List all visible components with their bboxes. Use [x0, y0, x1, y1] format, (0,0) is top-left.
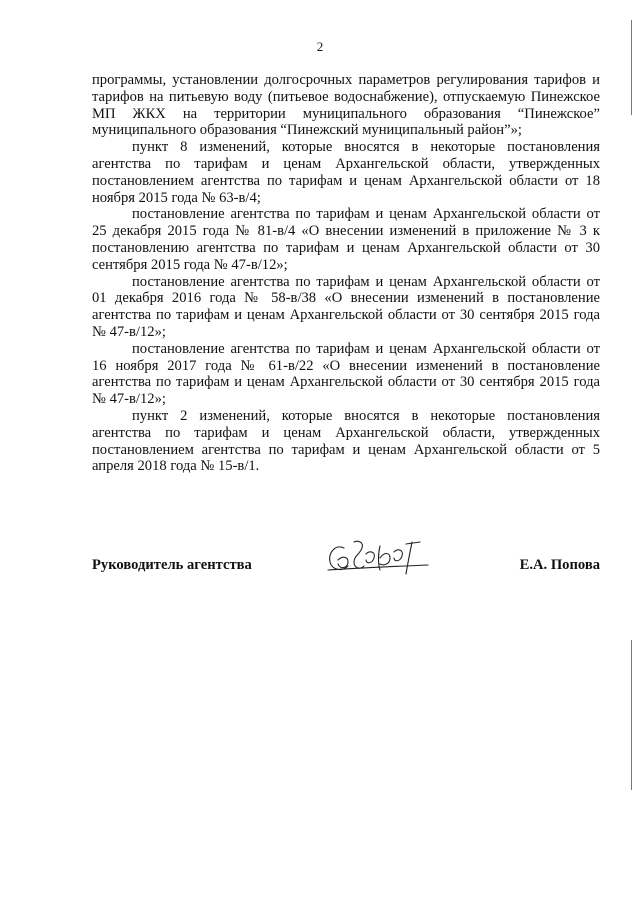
handwritten-signature [324, 534, 434, 580]
signatory-name: Е.А. Попова [519, 557, 600, 573]
paragraph-item: постановление агентства по тарифам и ценам Архангельской области от 16 ноября 2017 года № 61-в/22 «О внесении изменений в постановление агентства по тарифам и ценам Архангельской области от 30 сентября 2015 года № 47-в/12»; [92, 340, 600, 408]
paragraph-item: пункт 8 изменений, которые вносятся в некоторые постановления агентства по тарифам и ценам Архангельской области, утвержденных постановлением агентства по тарифам и ценам Архангельской области от 18 ноября 2015 года № 63-в/4; [92, 139, 600, 206]
paragraph-continuation: программы, установлении долгосрочных параметров регулирования тарифов и тарифов на питьевую воду (питьевое водоснабжение), отпускаемую Пинежское МП ЖКХ на территории муниципального образования “Пинежское” муниципального образования “Пинежский муниципальный район”»; [92, 72, 600, 139]
signature-block [92, 548, 600, 588]
page-number: 2 [316, 39, 324, 54]
scan-edge-line [631, 20, 632, 115]
document-body [92, 72, 600, 475]
paragraph-item: постановление агентства по тарифам и ценам Архангельской области от 01 декабря 2016 года № 58-в/38 «О внесении изменений в постановление агентства по тарифам и ценам Архангельской области от 30 сентября 2015 года № 47-в/12»; [92, 273, 600, 340]
paragraph-item: пункт 2 изменений, которые вносятся в некоторые постановления агентства по тарифам и ценам Архангельской области, утвержденных постановлением агентства по тарифам и ценам Архангельской области от 5 апреля 2018 года № 15-в/1. [92, 407, 600, 475]
paragraph-item: постановление агентства по тарифам и ценам Архангельской области от 25 декабря 2015 года № 81-в/4 «О внесении изменений в приложение № 3 к постановлению агентства по тарифам и ценам Архангельской области от 30 сентября 2015 года № 47-в/12»; [92, 206, 600, 273]
signatory-role: Руководитель агентства [92, 557, 252, 573]
scan-edge-line [631, 640, 632, 790]
